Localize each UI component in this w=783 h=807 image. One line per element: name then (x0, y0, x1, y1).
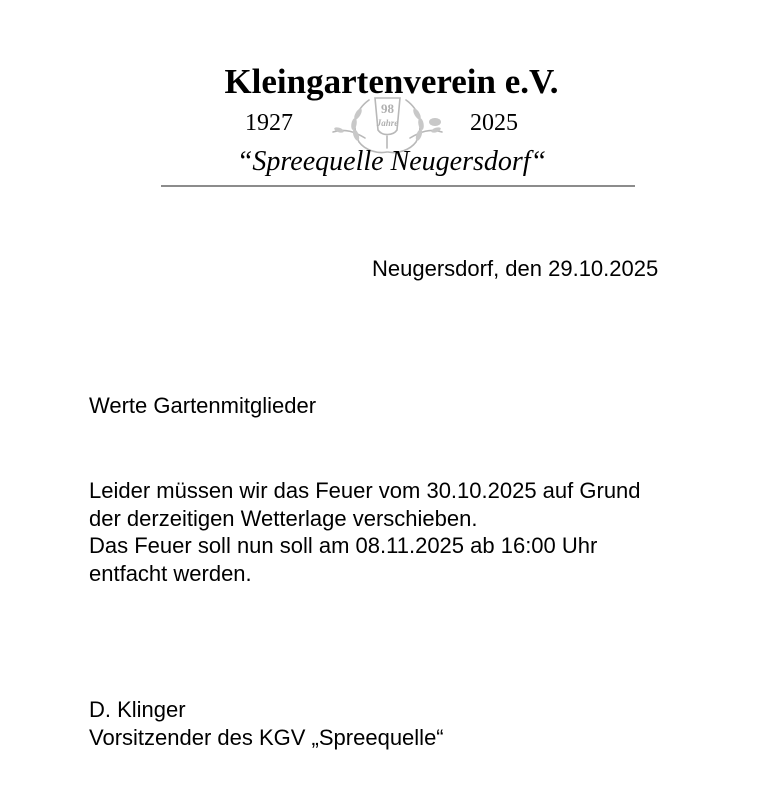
date-line: Neugersdorf, den 29.10.2025 (372, 256, 659, 281)
body-line: der derzeitigen Wetterlage verschieben. (89, 505, 478, 531)
header-divider (161, 185, 635, 187)
year-founded: 1927 (245, 110, 293, 136)
year-current: 2025 (470, 110, 518, 136)
body-line: entfacht werden. (89, 560, 252, 586)
body-line: Das Feuer soll nun soll am 08.11.2025 ab 16:00 Uhr (89, 533, 598, 558)
letter-body (89, 477, 641, 587)
club-subtitle: “Spreequelle Neugersdorf“ (236, 146, 547, 177)
emblem-number: 98 (381, 101, 394, 116)
signature-role: Vorsitzender des KGV „Spreequelle“ (89, 724, 444, 750)
signature-name: D. Klinger (89, 697, 186, 722)
letterhead (0, 0, 783, 200)
body-line: Leider müssen wir das Feuer vom 30.10.2025 auf Grund (89, 478, 641, 503)
club-name: Kleingartenverein e.V. (224, 62, 559, 101)
signature-block (89, 696, 444, 751)
salutation: Werte Gartenmitglieder (89, 393, 317, 418)
emblem-word: Jahre (376, 118, 399, 128)
